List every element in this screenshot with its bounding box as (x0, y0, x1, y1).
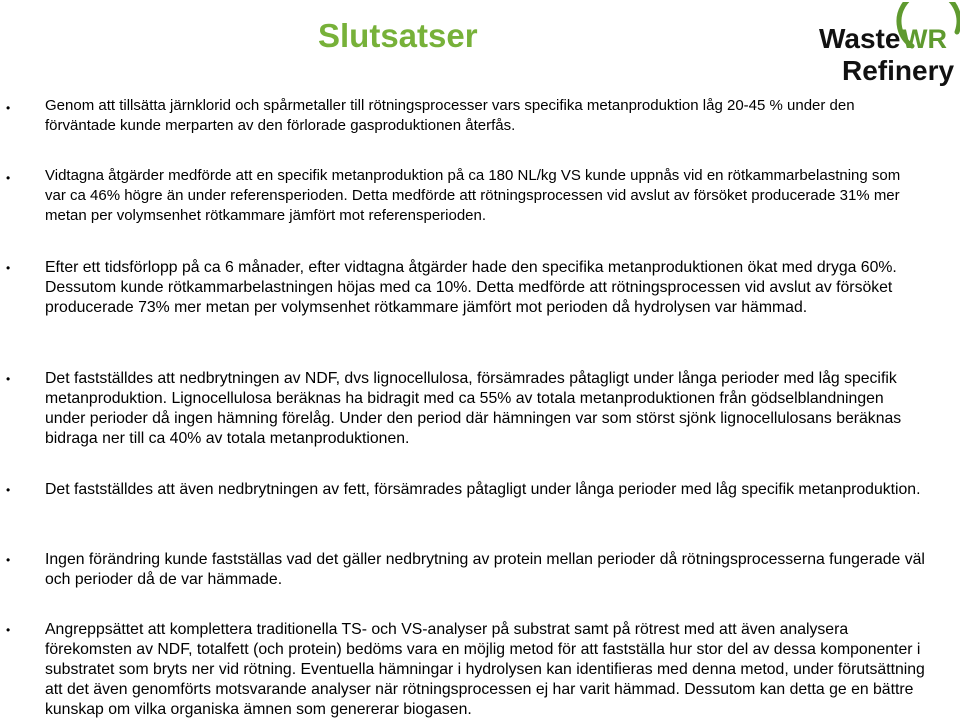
bullet-marker: • (6, 372, 11, 386)
bullet-marker: • (6, 623, 11, 637)
bullet-text: Ingen förändring kunde fastställas vad det gäller nedbrytning av protein mellan perioder då rötningsprocesserna fungerade väl och perioder då de var hämmade. (45, 551, 925, 588)
bullet-text: Vidtagna åtgärder medförde att en specifik metanproduktion på ca 180 NL/kg VS kunde uppnås vid en rötkammarbelastning som var ca 46% högre än under referensperioden. Detta medförde att rötningsprocessen vid avslut av försöket producerade 31% mer metan per volymsenhet rötkammare jämfört mot referensperioden. (45, 167, 901, 224)
bullet-text: Det fastställdes att även nedbrytningen av fett, försämrades påtagligt under långa perioder med låg specifik metanproduktion. (45, 481, 921, 498)
logo-wordmark-line2: Refinery (842, 55, 955, 86)
bullet-marker: • (6, 483, 11, 497)
waste-refinery-logo (816, 2, 960, 86)
bullet-text: Efter ett tidsförlopp på ca 6 månader, efter vidtagna åtgärder hade den specifika metanproduktionen ökat med dryga 60%. Dessutom kunde rötkammarbelastningen höjas med ca 10%. Detta medförde att rötningsprocessen vid avslut av försöket producerade 73% mer metan per volymsenhet rötkammare jämfört mot perioden då hydrolysen var hämmad. (45, 259, 897, 316)
bullet-text: Angreppsättet att komplettera traditionella TS- och VS-analyser på substrat samt på rötrest med att även analysera förekomsten av NDF, totalfett (och protein) bedöms vara en möjlig metod för att fastställa hur stor del av dessa komponenter i substratet som bryts ner vid rötning. Eventuella hämningar i hydrolysen kan identifieras med denna metod, under förutsättning att det även genomförts motsvarande analyser när rötningsprocessen ej har varit hämmad. Dessutom kan detta ge en bättre kunskap om vilka organiska ämnen som genererar biogasen. (45, 621, 925, 718)
bullet-marker: • (6, 553, 11, 567)
waste-refinery-logo-icon (816, 2, 960, 86)
logo-wordmark-line1: Waste (819, 23, 901, 54)
bullet-text: Det fastställdes att nedbrytningen av NDF, dvs lignocellulosa, försämrades påtagligt under långa perioder med låg specifik metanproduktion. Lignocellulosa beräknas ha bidragit med ca 55% av totala metanproduktionen från gödselblandningen under perioder då ingen hämning förelåg. Under den period där hämningen var som störst sjönk lignocellulosans beräknas bidraga ner till ca 40% av totala metanproduktionen. (45, 370, 902, 447)
bullet-text: Genom att tillsätta järnklorid och spårmetaller till rötningsprocesser vars specifika metanproduktion låg 20-45 % under den förväntade kunde merparten av den förlorade gasproduktionen återfås. (45, 97, 855, 134)
slide-title: Slutsatser (318, 17, 478, 54)
logo-monogram: WR (902, 24, 947, 54)
bullet-marker: • (6, 261, 11, 275)
bullet-marker: • (6, 101, 11, 115)
bullet-marker: • (6, 171, 11, 185)
